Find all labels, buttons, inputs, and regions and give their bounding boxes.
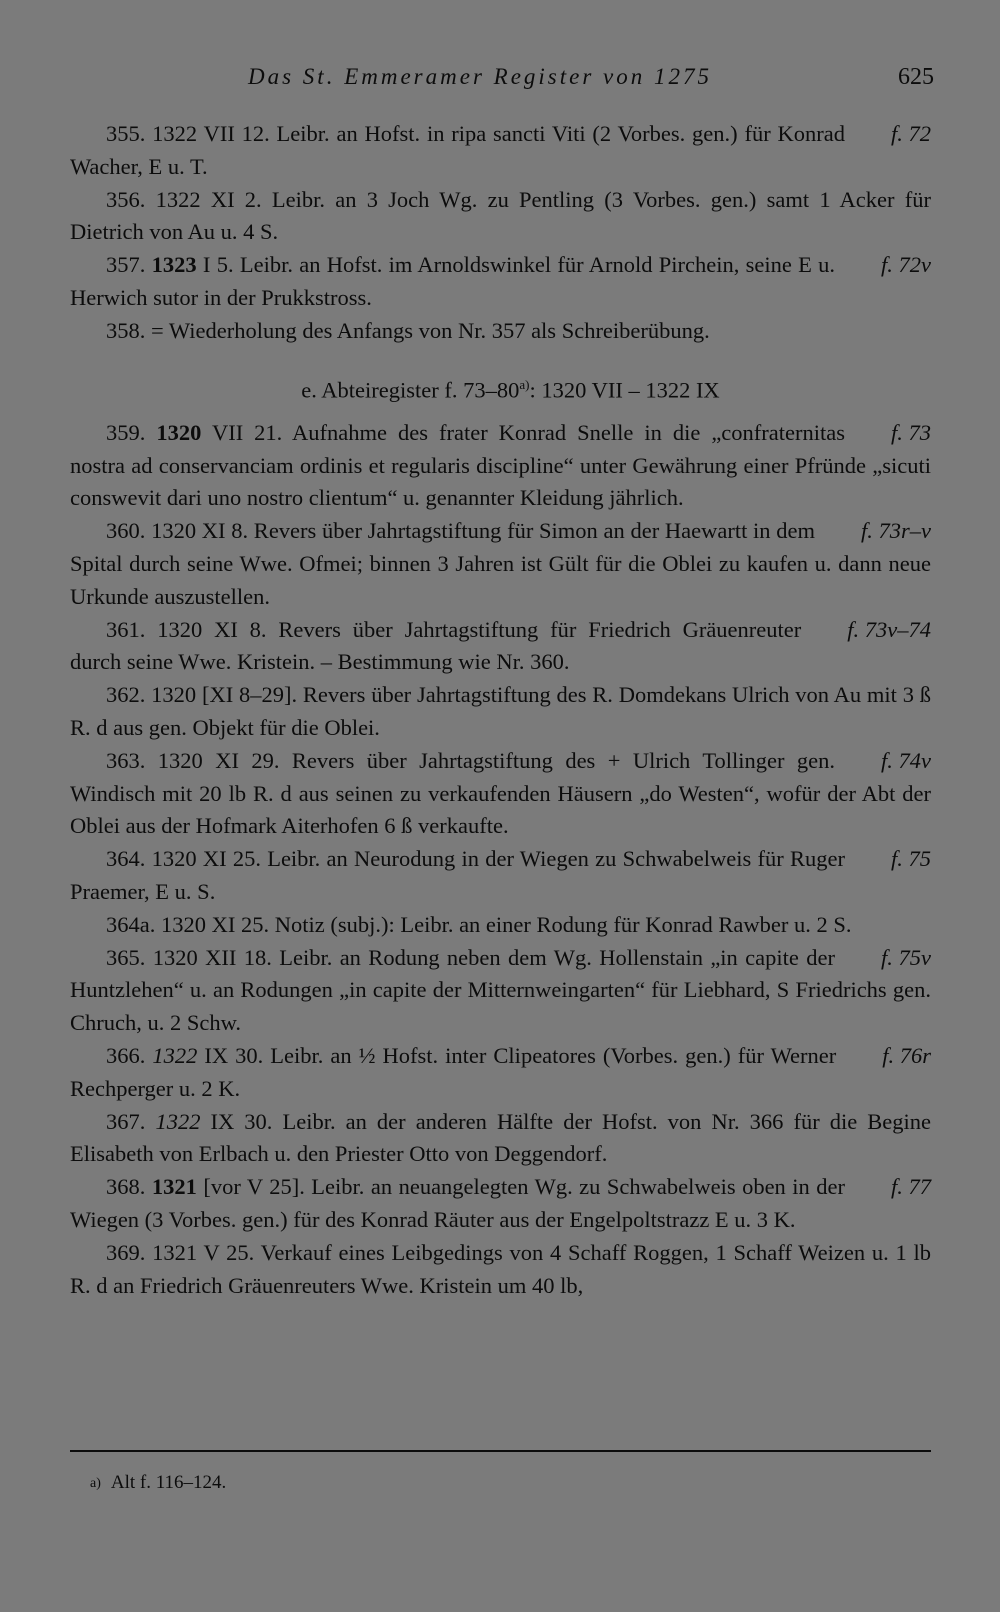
entry-year-bold: 1320 [156, 419, 202, 445]
register-entry [70, 679, 931, 745]
footnote-mark: a) [90, 1476, 101, 1491]
entry-year-italic: 1322 [155, 1108, 201, 1134]
folio-reference: f. 75 [890, 846, 931, 872]
entry-text: 358. = Wiederholung des Anfangs von Nr. 357 als Schreiberübung. [106, 317, 710, 343]
entry-text: 356. 1322 XI 2. Leibr. an 3 Joch Wg. zu Pentling (3 Vorbes. gen.) samt 1 Acker für Dietrich von Au u. 4 S. [70, 186, 931, 245]
entry-text: 364a. 1320 XI 25. Notiz (subj.): Leibr. an einer Rodung für Konrad Rawber u. 2 S. [106, 911, 852, 937]
footnote [90, 1472, 226, 1494]
entry-text-rest: I 5. Leibr. an Hofst. im Arnoldswinkel für Arnold Pirchein, seine E u. Herwich sutor in der Prukkstross. [70, 252, 836, 310]
running-title: Das St. Emmeramer Register von 1275 [248, 64, 713, 89]
folio-reference: f. 72 [890, 121, 931, 146]
register-entry [70, 942, 931, 1040]
footnote-text: Alt f. 116–124. [110, 1472, 227, 1493]
page-header [0, 64, 1000, 98]
footnote-reference: a) [519, 376, 530, 392]
entry-text: 367. [106, 1108, 156, 1134]
section-heading-text: e. Abteiregister f. 73–80 [301, 377, 520, 403]
footnote-rule [70, 1450, 931, 1452]
folio-reference: f. 75v [881, 944, 931, 970]
entry-year-italic: 1322 [152, 1043, 198, 1069]
entry-text-rest: IX 30. Leibr. an der anderen Hälfte der Hofst. von Nr. 366 für die Begine Elisabeth von Erlbach u. den Priester Otto von Deggendorf. [70, 1108, 932, 1167]
entry-text: 362. 1320 [XI 8–29]. Revers über Jahrtagstiftung des R. Domdekans Ulrich von Au mit 3 ß R. d aus gen. Objekt für die Oblei. [70, 682, 931, 741]
entry-text: 359. [106, 419, 157, 445]
folio-reference: f. 77 [890, 1174, 931, 1200]
page-number: 625 [898, 64, 934, 90]
entry-text-rest: IX 30. Leibr. an ½ Hofst. inter Clipeatores (Vorbes. gen.) für Werner Rechperger u. 2 K. [70, 1043, 837, 1101]
entry-text: 365. 1320 XII 18. Leibr. an Rodung neben dem Wg. Hollenstain „in capite der Huntzlehen“ u. an Rodungen „in capite der Mitternweingarten“ für Liebhard, S Friedrichs gen. Chruch, u. 2 Schw. [70, 944, 931, 1036]
entry-text: 361. 1320 XI 8. Revers über Jahrtagstiftung für Friedrich Gräuenreuter durch seine Wwe. Kristein. – Bestimmung wie Nr. 360. [70, 616, 802, 675]
register-entry [70, 1106, 931, 1172]
entry-year-bold: 1323 [151, 252, 197, 278]
folio-reference: f. 73r–v [861, 518, 931, 544]
folio-reference: f. 73 [890, 419, 931, 445]
folio-reference: f. 74v [881, 747, 931, 773]
entry-text: 368. [106, 1174, 152, 1200]
section-heading-range: : 1320 VII – 1322 IX [529, 377, 720, 403]
folio-reference: f. 76r [882, 1043, 931, 1069]
entry-text-rest: VII 21. Aufnahme des frater Konrad Snelle in die „confraternitas nostra ad conservanciam ordinis et regularis discipline“ unter Gewährung einer Pfründe „sicuti conswevit dari uno nostro clientum“ u. genannter Kleidung jährlich. [70, 419, 931, 511]
register-entry [70, 1237, 931, 1303]
register-entry [70, 118, 931, 184]
entry-text: 366. [106, 1043, 153, 1069]
folio-reference: f. 72v [881, 252, 931, 278]
entries-list [70, 118, 931, 1302]
register-entry [70, 909, 931, 942]
register-entry [70, 515, 931, 613]
register-entry [70, 417, 931, 515]
entry-text: 363. 1320 XI 29. Revers über Jahrtagstiftung des + Ulrich Tollinger gen. Windisch mit 20 lb R. d aus seinen zu verkaufenden Häusern „do Westen“, wofür der Abt der Oblei aus der Hofmark Aiterhofen 6 ß verkaufte. [70, 747, 931, 839]
section-heading [70, 369, 931, 407]
register-entry [70, 1040, 931, 1106]
register-entry [70, 184, 931, 250]
entry-text: 364. 1320 XI 25. Leibr. an Neurodung in der Wiegen zu Schwabelweis für Ruger Praemer, E u. S. [70, 846, 845, 905]
register-entry [70, 614, 931, 680]
entry-text: 369. 1321 V 25. Verkauf eines Leibgedings von 4 Schaff Roggen, 1 Schaff Weizen u. 1 lb R. d an Friedrich Gräuenreuters Wwe. Kristein um 40 lb, [70, 1239, 931, 1298]
folio-reference: f. 73v–74 [847, 616, 931, 642]
register-entry [70, 843, 931, 909]
entry-year-bold: 1321 [151, 1174, 197, 1200]
register-entry [70, 745, 931, 843]
register-entry [70, 315, 931, 348]
entry-text: 357. [106, 252, 152, 278]
register-entry [70, 249, 931, 315]
register-entry [70, 1171, 931, 1237]
entry-text: 360. 1320 XI 8. Revers über Jahrtagstiftung für Simon an der Haewartt in dem Spital durch seine Wwe. Ofmei; binnen 3 Jahren ist Gült für die Oblei zu kaufen u. dann neue Urkunde auszustellen. [70, 518, 931, 609]
entry-text-rest: [vor V 25]. Leibr. an neuangelegten Wg. zu Schwabelweis oben in der Wiegen (3 Vorbes. gen.) für des Konrad Räuter aus der Engelpoltstrazz E u. 3 K. [70, 1174, 845, 1232]
entry-text: 355. 1322 VII 12. Leibr. an Hofst. in ripa sancti Viti (2 Vorbes. gen.) für Konrad Wacher, E u. T. [70, 121, 845, 179]
